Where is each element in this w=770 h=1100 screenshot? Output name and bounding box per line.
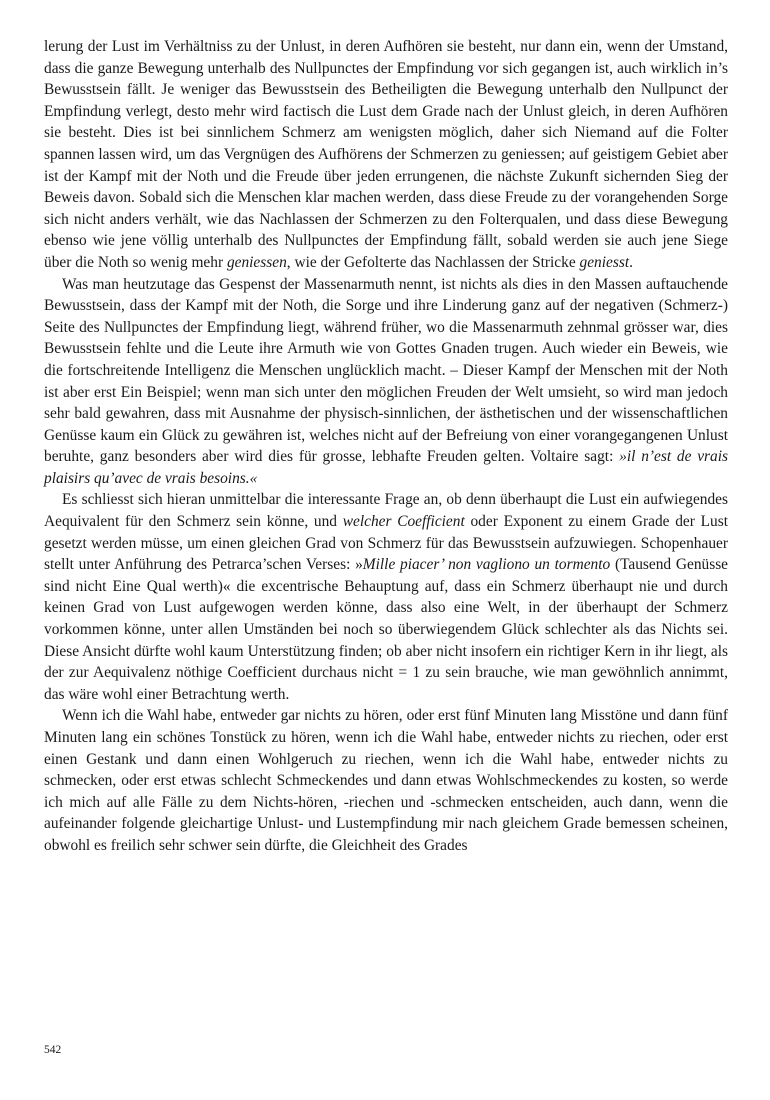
paragraph	[44, 489, 728, 705]
text-run-italic: geniessen	[226, 253, 287, 271]
text-run: oder Exponent zu einem Grade der Lust gesetzt werden müsse, um einen gleichen Grad von Schmerz für das Bewusstsein aufzuwiegen. Schopenhauer stellt unter Anführung des Petrarca’schen Verses: »	[44, 513, 728, 574]
text-run: , wie der Gefolterte das Nachlassen der Stricke	[286, 253, 580, 271]
text-run-italic: Mille piacer’ non vagliono un tormento	[362, 556, 611, 574]
text-run: .	[629, 253, 633, 271]
paragraph	[44, 36, 728, 274]
page-number: 542	[44, 1044, 62, 1056]
text-run: Wenn ich die Wahl habe, entweder gar nichts zu hören, oder erst fünf Minuten lang Misstöne und dann fünf Minuten lang ein schönes Tonstück zu hören, wenn ich die Wahl habe, entweder nichts zu riechen, oder erst einen Gestank und dann einen Wohlgeruch zu riechen, wenn ich die Wahl habe, entweder nichts zu schmecken, oder erst etwas schlecht Schmeckendes und dann etwas Wohlschmeckendes zu kosten, so werde ich mich auf alle Fälle zu dem Nichts-hören, -riechen und -schmecken entscheiden, auch dann, wenn die aufeinander folgende gleichartige Unlust- und Lustempfindung mir nach gleichem Grade bemessen scheinen, obwohl es freilich sehr schwer sein dürfte, die Gleichheit des Grades	[44, 707, 728, 854]
text-run: lerung der Lust im Verhältniss zu der Unlust, in deren Aufhören sie besteht, nur dann ein, wenn der Umstand, dass die ganze Bewegung unterhalb des Nullpunctes der Empfindung vor sich gegangen ist, auch wirklich in’s Bewusstsein fällt. Je weniger das Bewusstsein des Betheiligten die Bewegung unterhalb den Nullpunct der Empfindung verlegt, desto mehr wird factisch die Lust dem Grade nach der Unlust gleich, in deren Aufhören sie besteht. Dies ist bei sinnlichem Schmerz am wenigsten möglich, daher sich Niemand auf die Folter spannen lassen wird, um das Vergnügen des Aufhörens der Schmerzen zu geniessen; auf geistigem Gebiet aber ist der Kampf mit der Noth und die Freude über jeden errungenen, die nächste Zukunft sichernden Sieg der Beweis davon. Sobald sich die Menschen klar machen werden, dass diese Freude zu der vorangehenden Sorge sich nicht anders verhält, wie das Nachlassen der Schmerzen zu den Folterqualen, und dass diese Bewegung ebenso wie jene völlig unterhalb des Nullpunctes der Empfindung fällt, sobald werden sie auch jene Siege über die Noth so wenig mehr	[44, 38, 728, 271]
text-run-italic: »il n’est de vrais plaisirs qu’avec de vrais besoins.«	[44, 448, 728, 487]
text-run: Was man heutzutage das Gespenst der Massenarmuth nennt, ist nichts als dies in den Massen auftauchende Bewusstsein, dass der Kampf mit der Noth, die Sorge und ihre Linderung ganz auf der negativen (Schmerz-) Seite des Nullpunctes der Empfindung liegt, während früher, wo die Massenarmuth zehnmal grösser war, dies Bewusstsein fehlte und die Leute ihre Armuth wie von Gottes Gnaden trugen. Auch wieder ein Beweis, wie die fortschreitende Intelligenz die Menschen unglücklich macht. – Dieser Kampf der Menschen mit der Noth ist aber erst Ein Beispiel; wenn man sich unter den möglichen Freuden der Welt umsieht, so wird man jedoch sehr bald gewahren, dass mit Ausnahme der physisch-sinnlichen, der ästhetischen und der wissenschaftlichen Genüsse kaum ein Glück zu gewähren ist, welches nicht auf der Befreiung von einer vorangegangenen Unlust beruhte, ganz besonders aber wird dies für grosse, lebhafte Freuden gelten. Voltaire sagt:	[44, 275, 728, 466]
page-body	[44, 36, 728, 857]
text-run: (Tausend Genüsse sind nicht Eine Qual werth)« die excentrische Behauptung auf, dass ein Schmerz überhaupt nie und durch keinen Grad von Lust aufgewogen werden könne, dass also eine Welt, in der überhaupt der Schmerz vorkommen könne, unter allen Umständen bei noch so überwiegendem Glück schlechter als das Nichts sei. Diese Ansicht dürfte wohl kaum Unterstützung finden; ob aber nicht insofern ein richtiger Kern in ihr liegt, als der zur Aequivalenz nöthige Coefficient durchaus nicht = 1 zu sein brauche, wie man gewöhnlich annimmt, das wäre wohl einer Betrachtung werth.	[44, 556, 729, 703]
paragraph	[44, 705, 728, 856]
paragraph	[44, 274, 728, 490]
text-run-italic: geniesst	[579, 253, 630, 271]
text-run-italic: welcher Coefficient	[342, 513, 465, 531]
text-run: Es schliesst sich hieran unmittelbar die interessante Frage an, ob denn überhaupt die Lust ein aufwiegendes Aequivalent für den Schmerz sein könne, und	[44, 491, 728, 531]
